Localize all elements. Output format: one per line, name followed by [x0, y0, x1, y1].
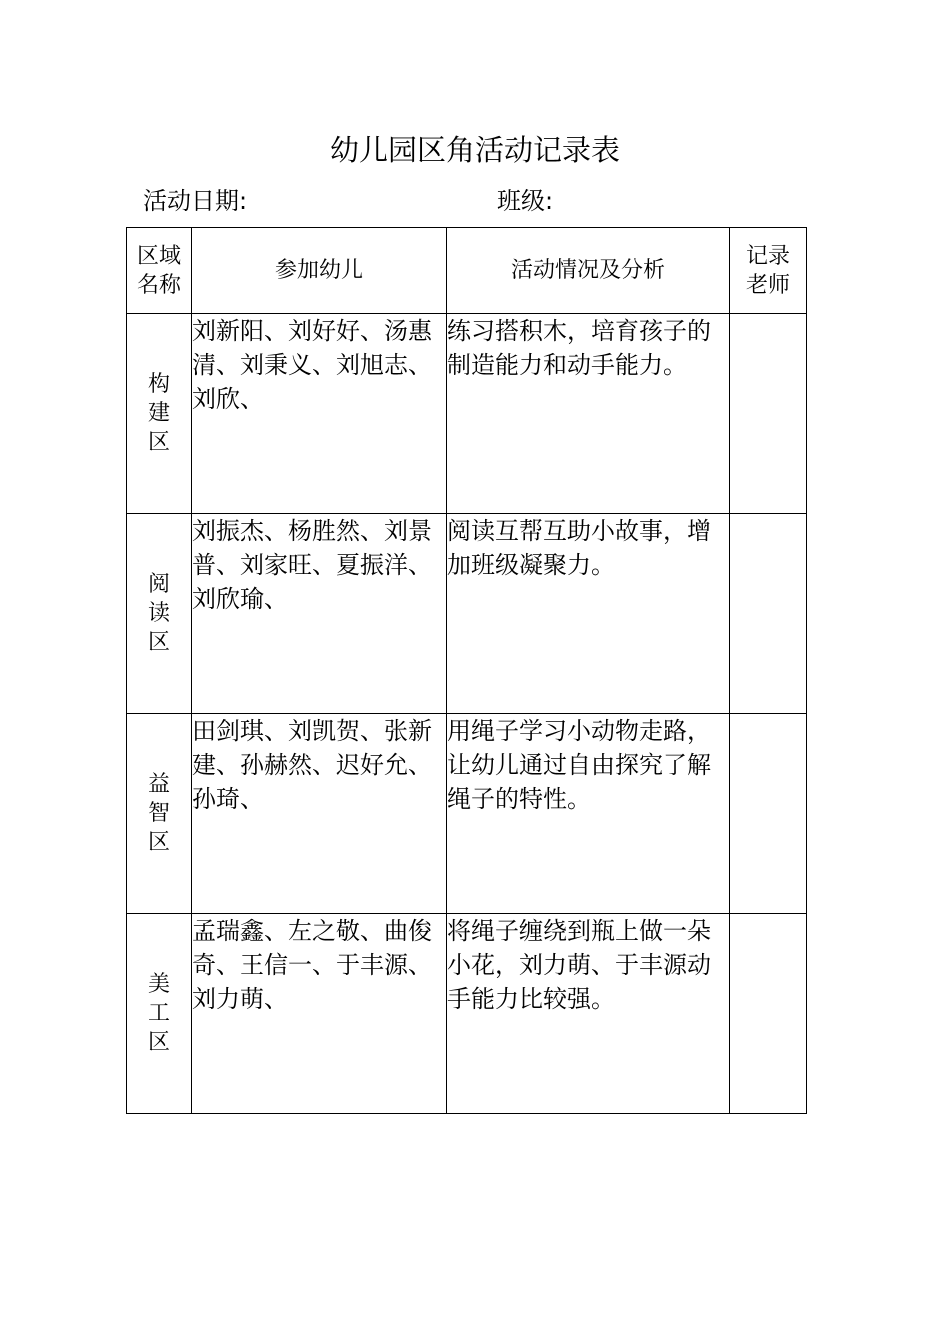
table-row — [127, 514, 807, 714]
activity-analysis-cell: 将绳子缠绕到瓶上做一朵小花，刘力萌、于丰源动手能力比较强。 — [447, 914, 730, 1114]
area-char: 阅 — [147, 572, 170, 597]
header-area-line1: 区域 — [136, 243, 181, 269]
area-name-cell — [127, 314, 192, 514]
area-name-cell — [127, 514, 192, 714]
table-row — [127, 314, 807, 514]
participants-cell: 田剑琪、刘凯贺、张新建、孙赫然、迟好允、孙琦、 — [192, 714, 447, 914]
table-row — [127, 714, 807, 914]
area-char: 读 — [147, 601, 170, 626]
area-name-cell — [127, 914, 192, 1114]
area-char: 建 — [147, 401, 170, 426]
teacher-cell — [730, 314, 807, 514]
activity-record-table — [126, 227, 807, 1114]
header-activity-analysis: 活动情况及分析 — [447, 228, 730, 314]
table-header-row — [127, 228, 807, 314]
header-area-line2: 名称 — [136, 272, 181, 298]
teacher-cell — [730, 914, 807, 1114]
teacher-cell — [730, 714, 807, 914]
header-area-name — [127, 228, 192, 314]
area-name-cell — [127, 714, 192, 914]
activity-date-label: 活动日期: — [143, 187, 248, 215]
area-char: 区 — [147, 1030, 170, 1055]
activity-analysis-cell: 阅读互帮互助小故事，增加班级凝聚力。 — [447, 514, 730, 714]
header-teacher-line1: 记录 — [745, 243, 790, 269]
area-char: 区 — [147, 630, 170, 655]
area-char: 益 — [147, 772, 170, 797]
area-char: 美 — [147, 972, 170, 997]
table-row — [127, 914, 807, 1114]
class-label: 班级: — [497, 187, 554, 215]
header-teacher-line2: 老师 — [745, 272, 790, 298]
participants-cell: 孟瑞鑫、左之敬、曲俊奇、王信一、于丰源、刘力萌、 — [192, 914, 447, 1114]
header-participants: 参加幼儿 — [192, 228, 447, 314]
area-char: 智 — [147, 801, 170, 826]
activity-analysis-cell: 练习搭积木，培育孩子的制造能力和动手能力。 — [447, 314, 730, 514]
area-char: 工 — [147, 1001, 170, 1026]
participants-cell: 刘振杰、杨胜然、刘景普、刘家旺、夏振洋、刘欣瑜、 — [192, 514, 447, 714]
header-recording-teacher — [730, 228, 807, 314]
area-char: 区 — [147, 430, 170, 455]
teacher-cell — [730, 514, 807, 714]
participants-cell: 刘新阳、刘好好、汤惠清、刘秉义、刘旭志、刘欣、 — [192, 314, 447, 514]
area-char: 区 — [147, 830, 170, 855]
area-char: 构 — [147, 372, 170, 397]
activity-analysis-cell: 用绳子学习小动物走路，让幼儿通过自由探究了解绳子的特性。 — [447, 714, 730, 914]
page-title: 幼儿园区角活动记录表 — [329, 133, 620, 167]
